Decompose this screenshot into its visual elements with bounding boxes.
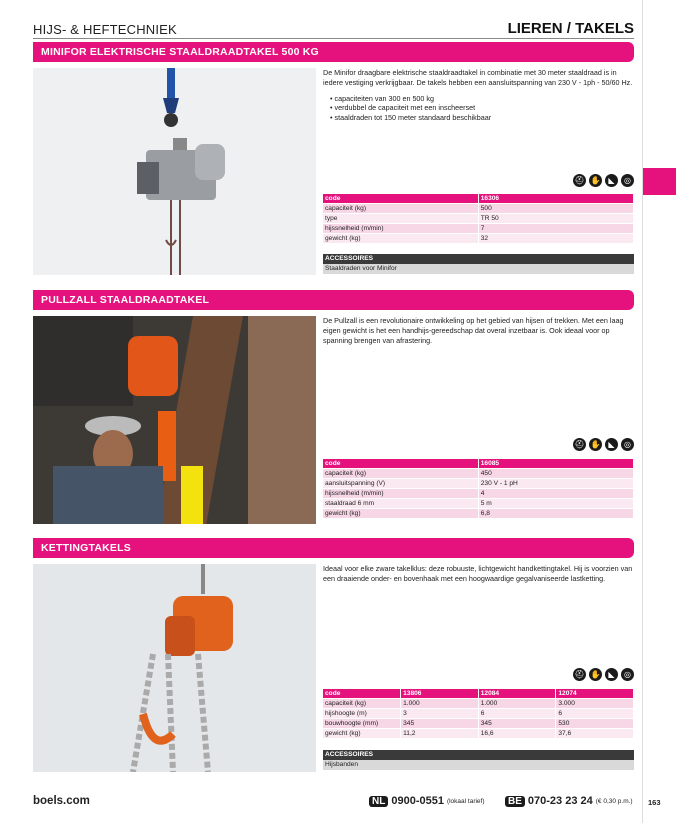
table-row: staaldraad 6 mm 5 m bbox=[323, 499, 634, 509]
table-row: gewicht (kg) 6,8 bbox=[323, 509, 634, 519]
safety-icons bbox=[573, 174, 634, 187]
table-row: hijssnelheid (m/min) 4 bbox=[323, 489, 634, 499]
table-row: capaciteit (kg) 1.000 1.000 3.000 bbox=[323, 699, 634, 709]
chapter-tab bbox=[643, 168, 676, 195]
table-header-row: code 16085 bbox=[323, 459, 634, 469]
goggles-icon: ◎ bbox=[621, 668, 634, 681]
table-row: type TR 50 bbox=[323, 214, 634, 224]
boot-icon: ◣ bbox=[605, 668, 618, 681]
table-row: gewicht (kg) 11,2 16,6 37,6 bbox=[323, 729, 634, 739]
nl-phone-number: 0900-0551 bbox=[391, 795, 444, 807]
table-row: hijssnelheid (m/min) 7 bbox=[323, 224, 634, 234]
glove-icon: ✋ bbox=[590, 176, 601, 185]
table-header-row: code 16306 bbox=[323, 194, 634, 204]
section-pullzall bbox=[33, 290, 634, 526]
feature-list bbox=[323, 94, 634, 123]
table-header-row: code 13806 12084 12074 bbox=[323, 689, 634, 699]
nl-rate-note: (lokaal tarief) bbox=[446, 797, 485, 805]
feature-item: • verdubbel de capaciteit met een inscheerset bbox=[330, 103, 634, 113]
goggles-icon: ◎ bbox=[621, 438, 634, 451]
boot-icon: ◣ bbox=[605, 438, 618, 451]
be-phone-number: 070-23 23 24 bbox=[527, 795, 593, 807]
nl-badge: NL bbox=[369, 796, 388, 807]
chain-hoist-photo bbox=[33, 564, 316, 772]
spec-table bbox=[323, 194, 634, 243]
helmet-icon: ⛑ bbox=[574, 176, 585, 185]
product-description bbox=[323, 316, 634, 345]
table-row: bouwhoogte (mm) 345 345 530 bbox=[323, 719, 634, 729]
page-margin-line bbox=[642, 0, 643, 823]
be-badge: BE bbox=[505, 796, 525, 807]
header-divider bbox=[33, 38, 634, 39]
accessories-heading: ACCESSOIRES bbox=[323, 750, 634, 760]
feature-item: • capaciteiten van 300 en 500 kg bbox=[330, 94, 634, 104]
description-text: De Pullzall is een revolutionaire ontwikkeling op het gebied van hijsen of trekken. Met een laag eigen gewicht is het een handhijs-gereedschap dat overal inzetbaar is. Ook ideaal voor op spanning brengen van afrastering. bbox=[323, 316, 624, 345]
product-description bbox=[323, 68, 634, 123]
table-row: capaciteit (kg) 450 bbox=[323, 469, 634, 479]
product-description bbox=[323, 564, 634, 584]
accessories-block bbox=[323, 750, 634, 770]
glove-icon: ✋ bbox=[590, 440, 601, 449]
description-text: Ideaal voor elke zware takelklus: deze robuuste, lichtgewicht handkettingtakel. Hij is voorzien van een draaiende onder- en bovenhaak met een hoogwaardige gegalvaniseerde lastketting. bbox=[323, 564, 633, 583]
description-text: De Minifor draagbare elektrische staaldraadtakel in combinatie met 30 meter staaldraad is in iedere vestiging verkrijgbaar. De takels hebben een aansluitspanning van 230 V - 1ph - 50/60 Hz. bbox=[323, 68, 633, 87]
accessories-block bbox=[323, 254, 634, 274]
feature-item: • staaldraden tot 150 meter standaard beschikbaar bbox=[330, 113, 634, 123]
section-title: MINIFOR ELEKTRISCHE STAALDRAADTAKEL 500 KG bbox=[33, 42, 634, 62]
accessories-item: Hijsbanden bbox=[323, 760, 634, 770]
helmet-icon: ⛑ bbox=[574, 670, 585, 679]
nl-phone bbox=[369, 795, 485, 807]
section-title: KETTINGTAKELS bbox=[33, 538, 634, 558]
safety-icons bbox=[573, 668, 634, 681]
section-kettingtakels bbox=[33, 538, 634, 774]
page-number: 163 bbox=[648, 798, 661, 807]
be-phone bbox=[505, 795, 633, 807]
spec-table bbox=[323, 689, 634, 738]
category-heading: HIJS- & HEFTECHNIEK bbox=[33, 22, 177, 37]
table-row: gewicht (kg) 32 bbox=[323, 234, 634, 244]
accessories-item: Staaldraden voor Minifor bbox=[323, 264, 634, 274]
section-title: PULLZALL STAALDRAADTAKEL bbox=[33, 290, 634, 310]
table-row: capaciteit (kg) 500 bbox=[323, 204, 634, 214]
accessories-heading: ACCESSOIRES bbox=[323, 254, 634, 264]
section-minifor bbox=[33, 42, 634, 277]
table-row: aansluitspanning (V) 230 V - 1 pH bbox=[323, 479, 634, 489]
spec-table bbox=[323, 459, 634, 518]
pullzall-worker-photo bbox=[33, 316, 316, 524]
helmet-icon: ⛑ bbox=[574, 440, 585, 449]
website-link[interactable]: boels.com bbox=[33, 795, 90, 807]
table-row: hijshoogte (m) 3 6 6 bbox=[323, 709, 634, 719]
section-heading: LIEREN / TAKELS bbox=[507, 20, 634, 37]
be-rate-note: (€ 0,30 p.m.) bbox=[595, 797, 633, 805]
minifor-hoist-photo bbox=[33, 68, 316, 275]
goggles-icon: ◎ bbox=[621, 174, 634, 187]
boot-icon: ◣ bbox=[605, 174, 618, 187]
safety-icons bbox=[573, 438, 634, 451]
glove-icon: ✋ bbox=[590, 670, 601, 679]
